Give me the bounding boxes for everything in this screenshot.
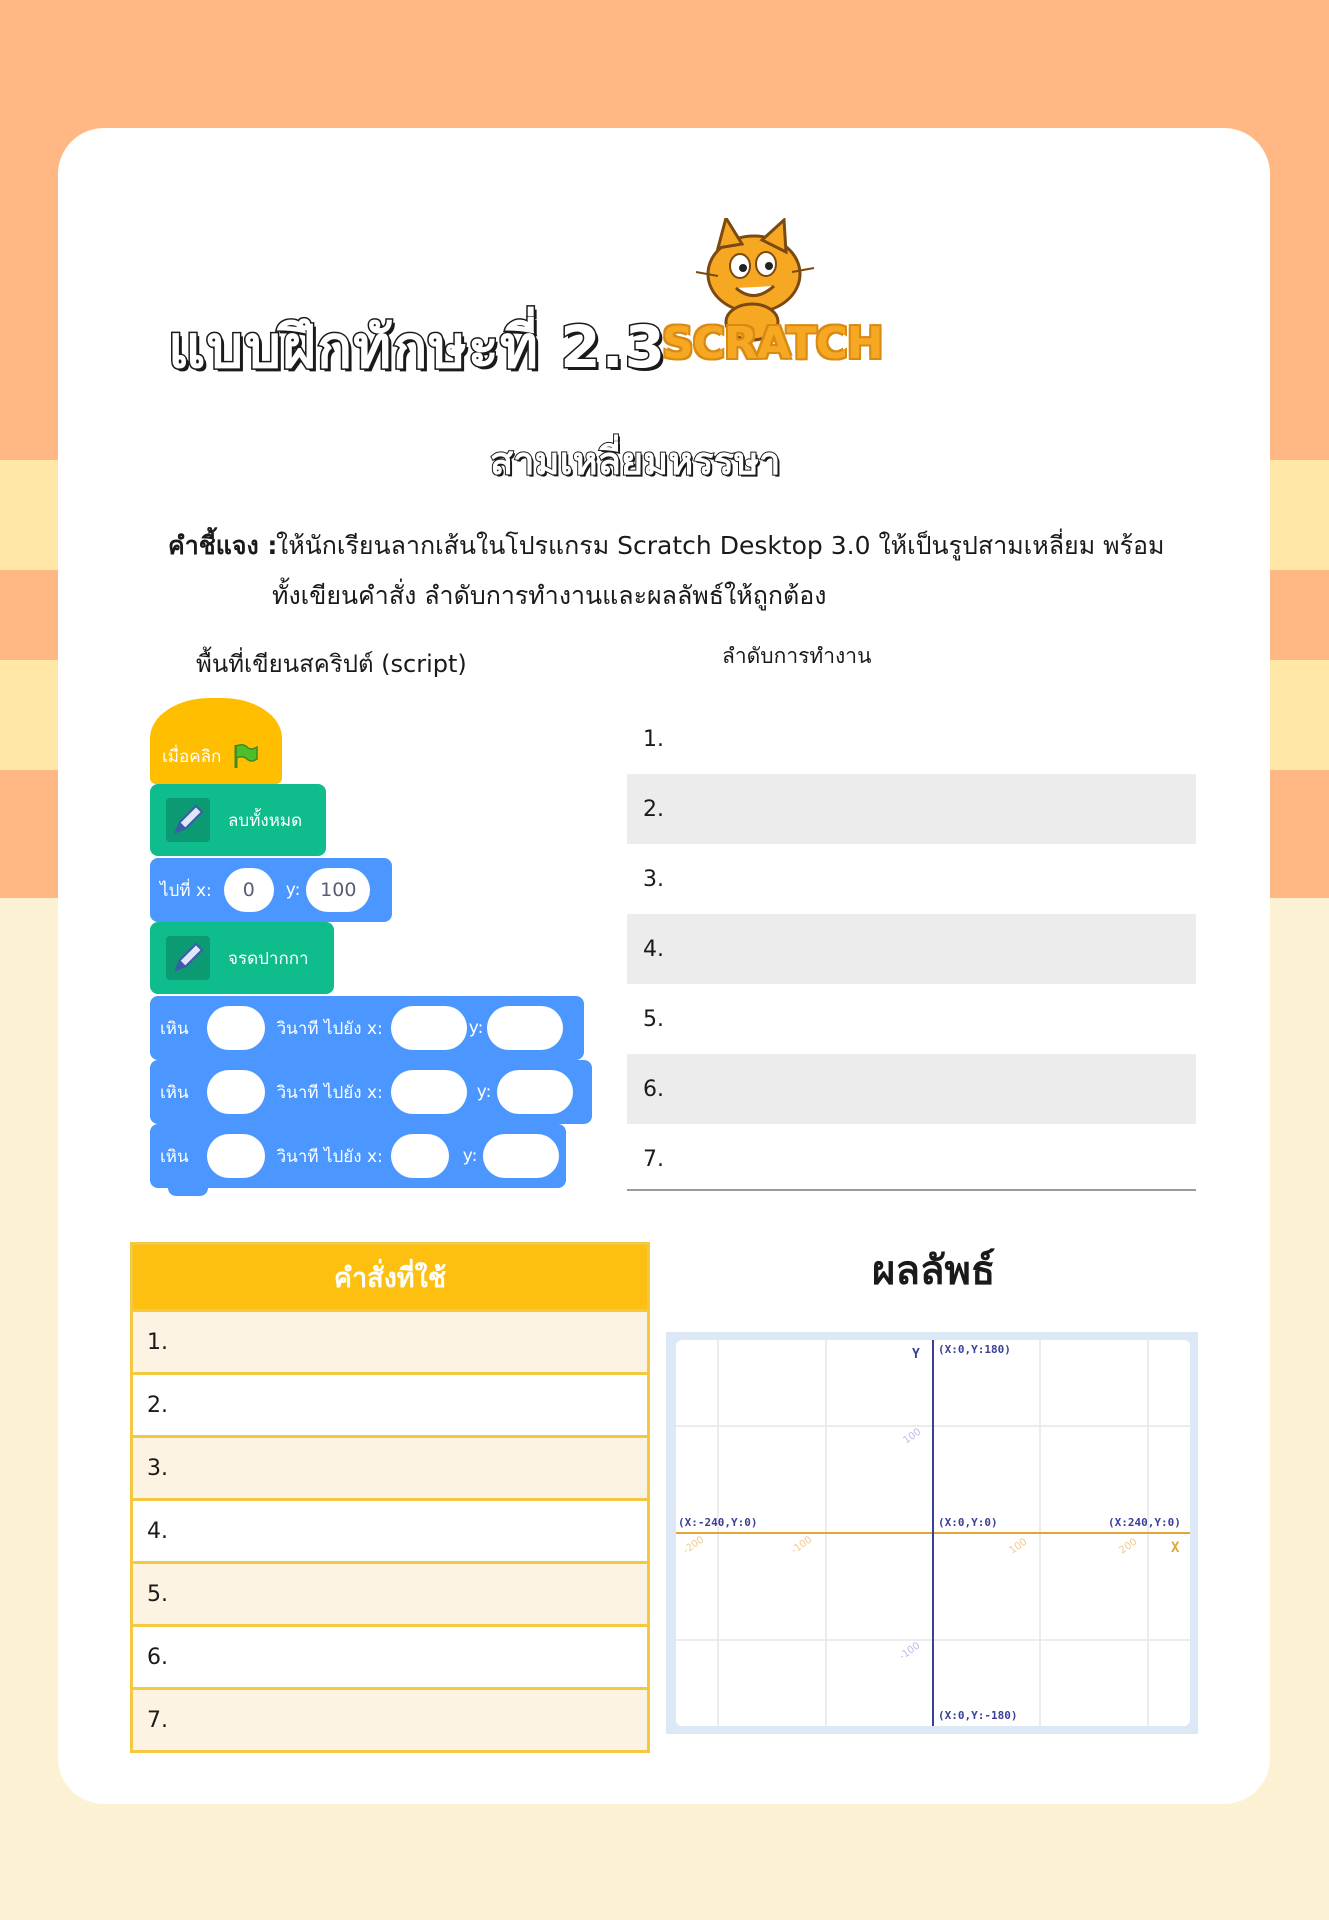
green-flag-icon (231, 742, 259, 770)
glide-3-y-input[interactable] (483, 1134, 559, 1178)
glide-3-secs-input[interactable] (207, 1134, 265, 1178)
glide-label: เหิน (160, 1082, 189, 1103)
glide-secs-label: วินาที ไปยัง x: (276, 1018, 383, 1039)
go-to-y-input[interactable]: 100 (306, 868, 370, 912)
pen-down-block[interactable] (150, 922, 334, 994)
commands-row-7[interactable]: 7. (133, 1687, 647, 1750)
commands-row-3[interactable]: 3. (133, 1435, 647, 1498)
instructions-line-1: ให้นักเรียนลากเส้นในโปรแกรม Scratch Desktop 3.0 ให้เป็นรูปสามเหลี่ยม พร้อม (276, 531, 1165, 560)
glide-2-x-input[interactable] (391, 1070, 467, 1114)
stage-left-label: (X:-240,Y:0) (678, 1516, 758, 1529)
commands-row-1[interactable]: 1. (133, 1309, 647, 1372)
order-list-divider (627, 1189, 1196, 1191)
stage-bottom-label: (X:0,Y:-180) (938, 1709, 1018, 1722)
result-heading: ผลลัพธ์ (872, 1248, 996, 1294)
erase-all-label: ลบทั้งหมด (228, 810, 303, 831)
y-tick-label: 100 (901, 1426, 924, 1447)
glide-block-2[interactable] (150, 1060, 592, 1124)
stage-top-label: (X:0,Y:180) (938, 1343, 1011, 1356)
order-row-3[interactable]: 3. (643, 866, 664, 892)
glide-label: เหิน (160, 1018, 189, 1039)
order-row-2[interactable]: 2. (627, 774, 1196, 844)
glide-2-y-input[interactable] (497, 1070, 573, 1114)
y-axis-label: Y (912, 1347, 920, 1362)
go-to-y-label: y: (285, 880, 301, 900)
glide-block-3[interactable] (150, 1124, 566, 1188)
instructions-line-2: ทั้งเขียนคำสั่ง ลำดับการทำงานและผลลัพธ์ให้ถูกต้อง (272, 581, 827, 610)
order-row-7[interactable]: 7. (643, 1146, 664, 1172)
commands-row-5[interactable]: 5. (133, 1561, 647, 1624)
scratch-logo-word: SCRATCH (662, 318, 883, 369)
x-axis-label: X (1171, 1540, 1180, 1556)
glide-label: เหิน (160, 1146, 189, 1167)
when-clicked-label: เมื่อคลิก (162, 746, 222, 767)
glide-y-label: y: (468, 1018, 484, 1038)
erase-all-block[interactable] (150, 784, 326, 856)
y-tick-label: -100 (897, 1640, 923, 1663)
order-row-1[interactable]: 1. (643, 726, 664, 752)
glide-y-label: y: (476, 1082, 492, 1102)
order-row-6[interactable]: 6. (627, 1054, 1196, 1124)
stage-coordinate-grid (666, 1332, 1198, 1734)
glide-y-label: y: (462, 1146, 478, 1166)
glide-secs-label: วินาที ไปยัง x: (276, 1146, 383, 1167)
worksheet-subtitle: สามเหลี่ยมหรรษา (490, 439, 781, 483)
x-tick-label: 200 (1117, 1536, 1140, 1557)
go-to-x-input[interactable]: 0 (224, 868, 274, 912)
glide-3-x-input[interactable] (391, 1134, 449, 1178)
order-list (627, 704, 1196, 1194)
commands-row-4[interactable]: 4. (133, 1498, 647, 1561)
commands-row-6[interactable]: 6. (133, 1624, 647, 1687)
instructions-label: คำชี้แจง : (168, 531, 278, 560)
pen-icon (166, 936, 210, 980)
glide-block-1[interactable] (150, 996, 584, 1060)
order-heading: ลำดับการทำงาน (722, 644, 872, 668)
pen-icon (166, 798, 210, 842)
go-to-label: ไปที่ x: (160, 880, 212, 901)
commands-row-2[interactable]: 2. (133, 1372, 647, 1435)
order-row-4[interactable]: 4. (627, 914, 1196, 984)
commands-table (130, 1242, 650, 1753)
x-tick-label: -100 (789, 1534, 815, 1557)
glide-1-secs-input[interactable] (207, 1006, 265, 1050)
commands-table-header: คำสั่งที่ใช้ (133, 1245, 647, 1309)
pen-down-label: จรดปากกา (228, 948, 309, 969)
stage-center-label: (X:0,Y:0) (938, 1516, 998, 1529)
block-bottom-notch (168, 1186, 208, 1196)
glide-1-y-input[interactable] (487, 1006, 563, 1050)
x-tick-label: -200 (681, 1534, 707, 1557)
go-to-xy-block[interactable] (150, 858, 392, 922)
glide-2-secs-input[interactable] (207, 1070, 265, 1114)
page-title: แบบฝึกทักษะที่ 2.3 (168, 313, 667, 381)
stage-right-label: (X:240,Y:0) (1108, 1516, 1181, 1529)
order-row-5[interactable]: 5. (643, 1006, 664, 1032)
when-flag-clicked-block[interactable] (150, 698, 282, 784)
script-area-heading: พื้นที่เขียนสคริปต์ (script) (196, 650, 467, 678)
x-tick-label: 100 (1007, 1536, 1030, 1557)
glide-secs-label: วินาที ไปยัง x: (276, 1082, 383, 1103)
glide-1-x-input[interactable] (391, 1006, 467, 1050)
